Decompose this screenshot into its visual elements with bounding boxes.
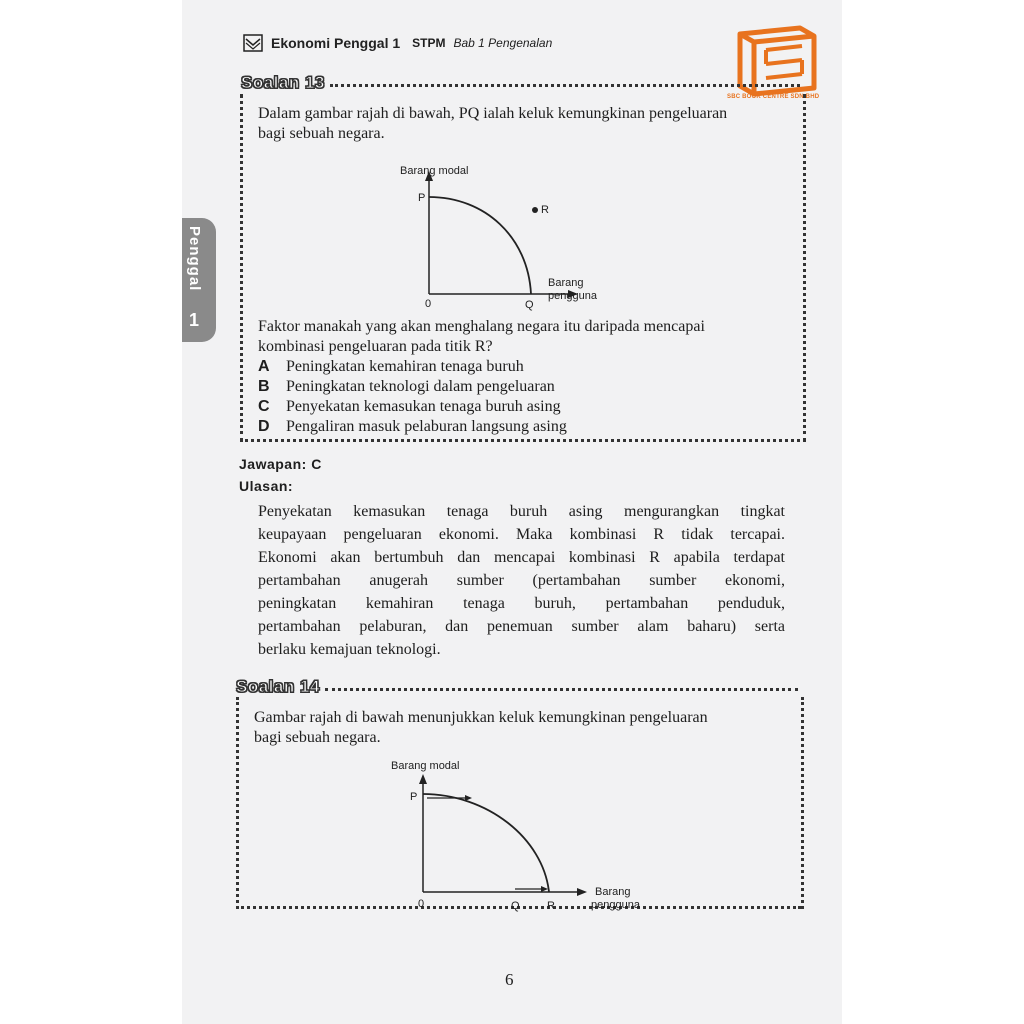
q14-stem-line1: Gambar rajah di bawah menunjukkan keluk kemungkinan pengeluaran <box>254 709 708 726</box>
sbc-logo-icon <box>722 22 822 102</box>
option-text: Peningkatan teknologi dalam pengeluaran <box>286 378 555 395</box>
q14-origin-label: 0 <box>418 898 425 910</box>
ulasan-line-7: berlaku kemajuan teknologi. <box>258 641 441 658</box>
ulasan-line-2: keupayaan pengeluaran ekonomi. Maka kombinasi R tidak tercapai. <box>258 526 785 543</box>
q14-p-label: P <box>410 791 418 803</box>
header-chapter: Bab 1 Pengenalan <box>453 36 553 50</box>
q14-shift-arrow-top-head-icon <box>465 795 472 801</box>
ulasan-line-4: pertambahan anugerah sumber (pertambahan sumber ekonomi, <box>258 572 785 589</box>
side-tab-number: 1 <box>189 310 200 330</box>
header-stpm: STPM <box>412 36 446 50</box>
q13-ppc-diagram <box>390 155 597 311</box>
q13-question-line2: kombinasi pengeluaran pada titik R? <box>258 338 493 355</box>
option-text: Pengaliran masuk pelaburan langsung asing <box>286 418 567 435</box>
q13-question-line1: Faktor manakah yang akan menghalang negara itu daripada mencapai <box>258 318 705 335</box>
q13-ppc-curve <box>429 197 531 294</box>
option-key: C <box>258 398 270 415</box>
q14-r-label: R <box>547 900 555 912</box>
q13-point-r <box>532 207 538 213</box>
q14-x-label-1: Barang <box>595 886 631 898</box>
q13-option-b <box>258 377 555 397</box>
q13-option-d <box>258 417 567 437</box>
ulasan-line-3: Ekonomi akan bertumbuh dan mencapai kombinasi R apabila terdapat <box>258 549 785 566</box>
page-number: 6 <box>505 970 514 989</box>
q14-label: Soalan 14 <box>236 677 320 696</box>
q13-box-top <box>330 84 800 87</box>
q14-ppc-curve <box>423 794 549 892</box>
option-text: Peningkatan kemahiran tenaga buruh <box>286 358 524 375</box>
q13-option-a <box>258 357 524 377</box>
book-icon <box>243 34 263 52</box>
q13-q-label: Q <box>525 299 534 311</box>
q13-stem-line1: Dalam gambar rajah di bawah, PQ ialah keluk kemungkinan pengeluaran <box>258 105 728 122</box>
logo-text: SBC BOOK CENTRE SDN BHD <box>727 94 820 100</box>
header-title: Ekonomi Penggal 1 <box>271 35 401 51</box>
q13-x-label-1: Barang <box>548 277 584 289</box>
q13-label: Soalan 13 <box>241 73 325 92</box>
option-key: D <box>258 418 270 435</box>
q13-y-label: Barang modal <box>400 165 469 177</box>
q14-ppc-diagram <box>385 756 645 912</box>
option-key: A <box>258 358 270 375</box>
q13-stem-line2: bagi sebuah negara. <box>258 125 385 142</box>
ulasan-line-1: Penyekatan kemasukan tenaga buruh asing mengurangkan tingkat <box>258 503 785 520</box>
q13-origin-label: 0 <box>425 298 432 310</box>
q14-y-label: Barang modal <box>391 760 460 772</box>
q14-box-top <box>325 688 798 691</box>
q13-r-label: R <box>541 204 549 216</box>
q13-p-label: P <box>418 192 426 204</box>
ulasan-line-6: pertambahan pelaburan, dan penemuan sumber alam baharu) serta <box>258 618 785 635</box>
page-header <box>243 30 552 56</box>
q14-y-arrow-icon <box>419 774 427 784</box>
q14-x-label-2: pengguna <box>591 899 640 911</box>
q14-shift-arrow-bottom-head-icon <box>541 886 548 892</box>
answer-label: Jawapan: C <box>239 456 322 472</box>
option-key: B <box>258 378 270 395</box>
ulasan-label: Ulasan: <box>239 478 294 494</box>
q14-x-arrow-icon <box>577 888 587 896</box>
side-tab-label: Penggal <box>186 226 203 292</box>
q13-option-c <box>258 397 561 417</box>
option-text: Penyekatan kemasukan tenaga buruh asing <box>286 398 561 415</box>
q13-x-label-2: pengguna <box>548 290 597 302</box>
q14-stem-line2: bagi sebuah negara. <box>254 729 381 746</box>
ulasan-line-5: peningkatan kemahiran tenaga buruh, pertambahan penduduk, <box>258 595 785 612</box>
q14-q-label: Q <box>511 900 520 912</box>
